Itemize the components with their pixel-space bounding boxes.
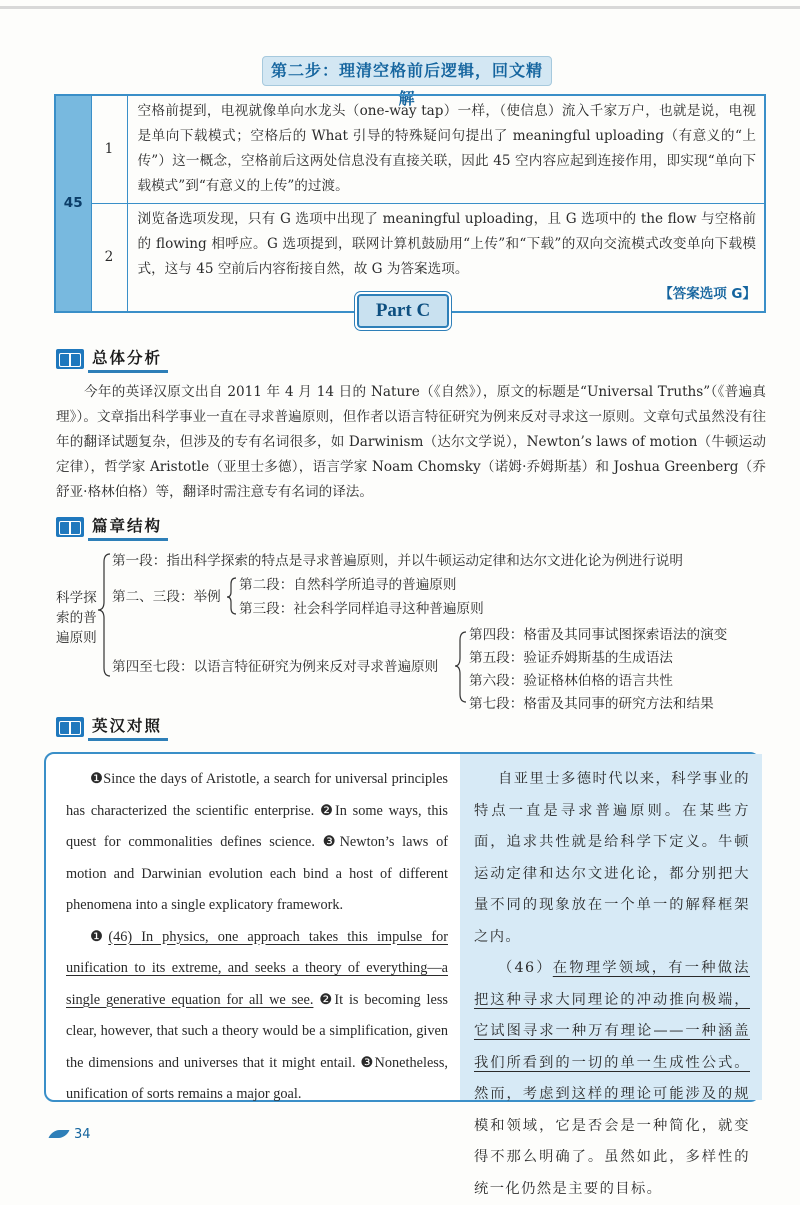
question-46-number: (46)	[108, 928, 142, 945]
tree-item-p4: 第四段：格雷及其同事试图探索语法的演变	[469, 627, 728, 643]
sentence-marker: ❶	[90, 928, 109, 945]
book-icon	[56, 517, 84, 537]
structure-tree	[56, 548, 768, 716]
question-number: 45	[55, 95, 91, 312]
question-45-table	[54, 94, 766, 313]
tree-item-p7: 第七段：格雷及其同事的研究方法和结果	[469, 696, 714, 712]
english-paragraph-2	[66, 922, 448, 1111]
tree-item-p1: 第一段：指出科学探索的特点是寻求普遍原则，并以牛顿运动定律和达尔文进化论为例进行说明	[112, 553, 683, 569]
step-heading: 第二步：理清空格前后逻辑，回文精解	[262, 56, 552, 86]
analysis-text: 浏览备选项发现，只有 G 选项中出现了 meaningful uploading，且 G 选项中的 the flow 与空格前的 flowing 相呼应。G 选项提到，联网计算机鼓励用“上传”和“下载”的双向交流模式改变单向下载模式，这与 45 空前后内容衔接自然，故 G 为答案选项。	[137, 211, 756, 277]
page-footer	[50, 1124, 91, 1144]
part-c-badge: Part C	[357, 294, 449, 328]
chinese-paragraph-1: 自亚里士多德时代以来，科学事业的特点一直是寻求普遍原则。在某些方面，追求共性就是给科学下定义。牛顿运动定律和达尔文进化论，都分别把大量不同的现象放在一个单一的解释框架之内。	[474, 771, 750, 945]
page-number: 34	[74, 1126, 91, 1142]
question-46-number-zh: （46）	[498, 960, 553, 976]
tree-item-p2: 第二段：自然科学所追寻的普遍原则	[239, 577, 457, 593]
tree-item-p23: 第二、三段：举例	[112, 589, 221, 605]
top-rule	[0, 6, 800, 9]
question-46-translation: 在物理学领域，有一种做法把这种寻求大同理论的冲动推向极端，它试图寻求一种万有理论——一种涵盖我们所看到的一切的单一生成性公式。	[474, 960, 750, 1071]
book-icon	[56, 349, 84, 369]
overview-label: 总体分析	[88, 346, 168, 373]
tree-root: 科学探索的普遍原则	[56, 590, 97, 646]
analysis-text: 空格前提到，电视就像单向水龙头（one-way tap）一样，（使信息）流入千家万户，也就是说，电视是单向下载模式；空格后的 What 引导的特殊疑问句提出了 meaningful uploading（有意义的“上传”）这一概念，空格前后这两处信息没有直接关联，因此 45 空内容应起到连接作用，即实现“单向下载模式”到“有意义的上传”的过渡。	[127, 95, 765, 204]
bilingual-label: 英汉对照	[88, 714, 168, 741]
tree-item-p3: 第三段：社会科学同样追寻这种普遍原则	[239, 601, 484, 617]
chinese-column	[460, 754, 762, 1197]
overview-paragraph: 今年的英译汉原文出自 2011 年 4 月 14 日的 Nature（《自然》），原文的标题是“Universal Truths”（《普遍真理》）。文章指出科学事业一直在寻求普遍原则，但作者以语言特征研究为例来反对寻求这一原则。文章句式虽然没有往年的翻译试题复杂，但涉及的专有名词很多，如 Darwinism（达尔文学说），Newton’s laws of motion（牛顿运动定律），哲学家 Aristotle（亚里士多德），语言学家 Noam Chomsky（诺姆·乔姆斯基）和 Joshua Greenberg（乔舒亚·格林伯格）等，翻译时需注意专有名词的译法。	[56, 384, 766, 500]
chinese-paragraph-2-rest: 然而，考虑到这样的理论可能涉及的规模和领域，它是否会是一种简化，就变得不那么明确了。虽然如此，多样性的统一化仍然是主要的目标。	[474, 1086, 750, 1197]
english-paragraph-2-rest: ❷It is becoming less clear, however, that such a theory would be a simplification, given the dimensions and universes that it might entail. ❸Nonetheless, unification of sorts remains a major goal.	[66, 991, 448, 1102]
bilingual-heading	[56, 714, 168, 740]
table-row	[55, 95, 765, 204]
tree-item-p5: 第五段：验证乔姆斯基的生成语法	[469, 650, 673, 666]
question-46-sentence: In physics, one approach takes this impulse for unification to its extreme, and seeks a theory of everything—a single generative equation for all we see.	[66, 928, 448, 1008]
overview-heading	[56, 346, 168, 372]
tree-item-p6: 第六段：验证格林伯格的语言共性	[469, 673, 673, 689]
leaf-icon	[50, 1128, 70, 1140]
row-index: 1	[91, 95, 127, 204]
structure-label: 篇章结构	[88, 514, 168, 541]
tree-item-p47: 第四至七段：以语言特征研究为例来反对寻求普遍原则	[112, 659, 439, 675]
book-icon	[56, 717, 84, 737]
row-index: 2	[91, 204, 127, 313]
english-paragraph-1: ❶Since the days of Aristotle, a search for universal principles has characterized the scientific enterprise. ❷In some ways, this quest for commonalities defines science. ❸Newton’s laws of motion and Darwinian evolution each bind a host of different phenomena into a single explicatory framework.	[66, 771, 448, 913]
chinese-paragraph-2	[474, 953, 750, 1205]
structure-heading	[56, 514, 168, 540]
answer-tag: 【答案选项 G】	[659, 286, 756, 302]
english-column	[46, 754, 460, 1100]
